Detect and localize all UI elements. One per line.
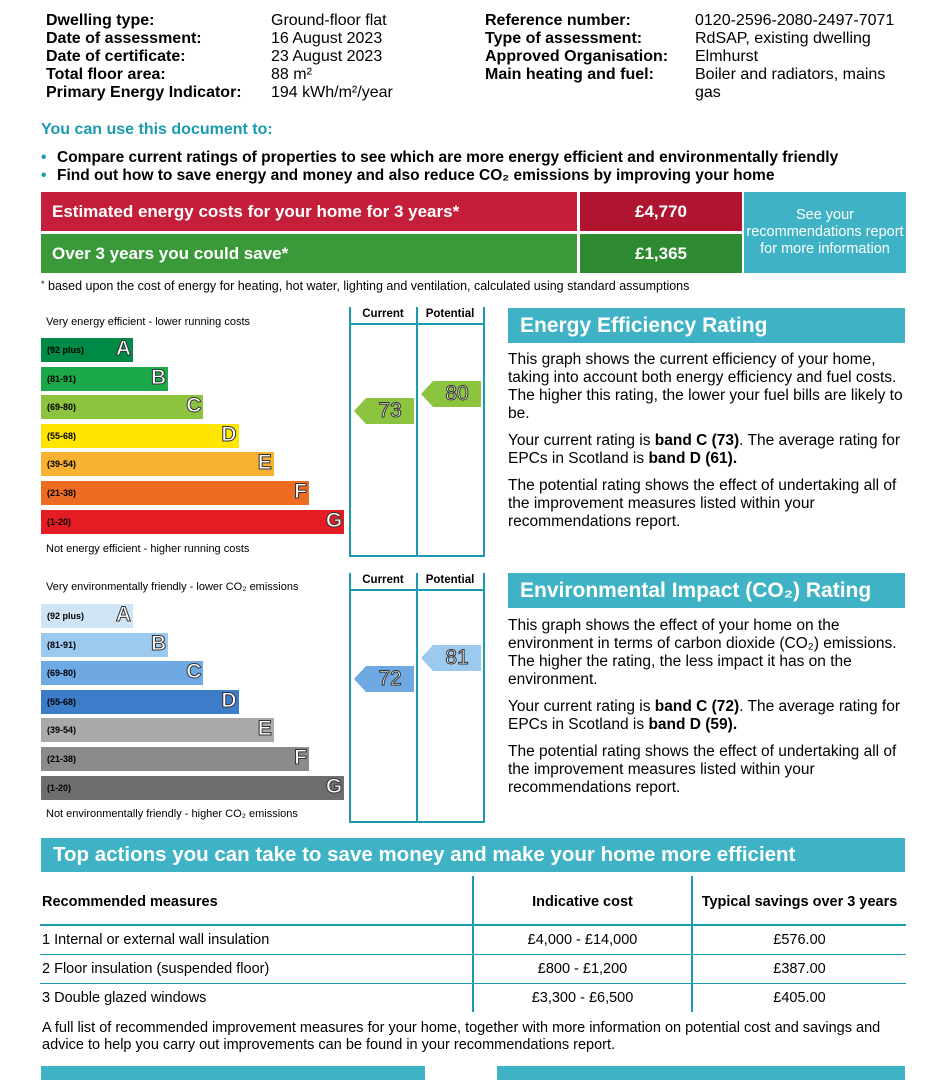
actions-note: A full list of recommended improvement measures for your home, together with more information on potential cost and savings and advice to help you carry out improvements can be found in your recommendations report. bbox=[42, 1020, 881, 1053]
dwelling-type-value: Ground-floor flat bbox=[271, 12, 387, 29]
footnote bbox=[41, 279, 689, 293]
band-f bbox=[41, 481, 309, 505]
floor-area-label: Total floor area: bbox=[46, 66, 166, 83]
estimated-costs-value: £4,770 bbox=[580, 192, 742, 231]
band-range: (92 plus) bbox=[47, 611, 85, 621]
actions-heading: Top actions you can take to save money and make your home more efficient bbox=[41, 838, 905, 872]
graph-divider bbox=[483, 573, 485, 823]
date-assessment-label: Date of assessment: bbox=[46, 30, 202, 47]
env-potential-arrow bbox=[421, 645, 481, 676]
heating-value: Boiler and radiators, mains gas bbox=[695, 66, 886, 101]
use-bullet-1 bbox=[41, 149, 838, 167]
use-bullet-2 bbox=[41, 167, 838, 185]
band-range: (1-20) bbox=[47, 782, 72, 793]
band-range: (92 plus) bbox=[47, 345, 85, 355]
band-letter: B bbox=[151, 365, 167, 389]
use-bullet-2-text: Find out how to save energy and money and also reduce CO₂ emissions by improving your home bbox=[57, 167, 775, 184]
env-para-1: This graph shows the effect of your home on the environment in terms of carbon dioxide (CO₂) emissions. The higher the rating, the less impact it has on the environment. bbox=[508, 617, 897, 688]
energy-top-caption: Very energy efficient - lower running costs bbox=[46, 316, 251, 328]
measure-savings: £405.00 bbox=[692, 984, 906, 1013]
energy-graph bbox=[41, 307, 484, 557]
energy-para-3: The potential rating shows the effect of undertaking all of the improvement measures listed within your recommendations report. bbox=[508, 477, 897, 530]
header-left-labels bbox=[46, 12, 242, 102]
measure-cost: £800 - £1,200 bbox=[473, 955, 692, 984]
savings-value: £1,365 bbox=[580, 234, 742, 273]
measure-savings: £387.00 bbox=[692, 955, 906, 984]
rating-arrow-value: 72 bbox=[378, 667, 402, 691]
band-range: (69-80) bbox=[47, 402, 77, 413]
band-letter: D bbox=[221, 688, 237, 712]
band-a bbox=[41, 338, 133, 362]
measures-header-row bbox=[40, 876, 906, 925]
heating-label: Main heating and fuel: bbox=[485, 66, 654, 83]
band-letter: E bbox=[257, 717, 272, 741]
col-measures: Recommended measures bbox=[40, 876, 473, 925]
assessment-type-value: RdSAP, existing dwelling bbox=[695, 30, 871, 47]
band-letter: D bbox=[221, 422, 237, 446]
band-a bbox=[41, 604, 133, 628]
graph-footer-rule bbox=[349, 821, 485, 823]
date-certificate-label: Date of certificate: bbox=[46, 48, 186, 65]
floor-area-value: 88 m² bbox=[271, 66, 312, 83]
band-range: (1-20) bbox=[47, 516, 72, 527]
band-d bbox=[41, 424, 239, 448]
energy-average-band: band D (61). bbox=[648, 450, 738, 467]
env-graph bbox=[41, 573, 484, 823]
bottom-right-panel bbox=[497, 1066, 905, 1080]
band-letter: A bbox=[115, 603, 131, 626]
band-b bbox=[41, 633, 168, 657]
rating-arrow-value: 73 bbox=[378, 398, 402, 422]
band-b bbox=[41, 367, 168, 391]
use-bullets bbox=[41, 149, 838, 185]
env-current-arrow bbox=[354, 666, 414, 697]
env-bottom-caption: Not environmentally friendly - higher CO₂ emissions bbox=[46, 808, 298, 820]
header-right-values bbox=[695, 12, 915, 102]
energy-bottom-caption: Not energy efficient - higher running costs bbox=[46, 543, 250, 555]
band-e bbox=[41, 718, 274, 742]
band-range: (55-68) bbox=[47, 696, 77, 707]
table-row bbox=[40, 955, 906, 984]
organisation-value: Elmhurst bbox=[695, 48, 759, 65]
table-row bbox=[40, 984, 906, 1013]
band-letter: F bbox=[294, 746, 307, 769]
band-letter: A bbox=[115, 337, 131, 360]
band-g bbox=[41, 510, 344, 534]
band-letter: E bbox=[257, 451, 272, 475]
band-range: (69-80) bbox=[47, 668, 77, 679]
band-range: (39-54) bbox=[47, 725, 77, 736]
graph-divider bbox=[416, 307, 418, 557]
table-row bbox=[40, 925, 906, 955]
band-e bbox=[41, 452, 274, 476]
rating-arrow-value: 80 bbox=[445, 382, 469, 406]
header-right-labels bbox=[485, 12, 668, 84]
pei-value: 194 kWh/m²/year bbox=[271, 84, 393, 101]
env-text bbox=[508, 617, 905, 806]
band-range: (55-68) bbox=[47, 430, 77, 441]
measure-name: 2 Floor insulation (suspended floor) bbox=[40, 955, 473, 984]
energy-text bbox=[508, 351, 905, 540]
energy-potential-arrow bbox=[421, 381, 481, 412]
current-header: Current bbox=[362, 308, 404, 320]
band-range: (81-91) bbox=[47, 639, 77, 650]
rating-arrow-value: 81 bbox=[445, 645, 469, 669]
env-average-band: band D (59). bbox=[648, 716, 738, 733]
band-d bbox=[41, 690, 239, 714]
date-assessment-value: 16 August 2023 bbox=[271, 30, 383, 47]
env-para-3: The potential rating shows the effect of undertaking all of the improvement measures listed within your recommendations report. bbox=[508, 743, 897, 796]
footnote-mark: * bbox=[41, 279, 45, 289]
env-top-caption: Very environmentally friendly - lower CO₂ emissions bbox=[46, 581, 299, 593]
energy-p2-c: . The average rating for EPCs in Scotland is bbox=[508, 432, 901, 467]
band-range: (21-38) bbox=[47, 754, 77, 764]
graph-divider bbox=[349, 573, 351, 823]
bottom-left-panel bbox=[41, 1066, 425, 1080]
bullet-dot: • bbox=[41, 149, 47, 166]
graph-header-rule bbox=[349, 589, 485, 591]
graph-divider bbox=[349, 307, 351, 557]
band-letter: C bbox=[186, 394, 202, 418]
band-letter: B bbox=[151, 631, 167, 655]
date-certificate-value: 23 August 2023 bbox=[271, 48, 383, 65]
use-title: You can use this document to: bbox=[41, 121, 273, 138]
energy-current-band: band C (73) bbox=[654, 432, 740, 449]
band-range: (81-91) bbox=[47, 373, 77, 384]
measure-name: 1 Internal or external wall insulation bbox=[40, 925, 473, 955]
band-range: (21-38) bbox=[47, 488, 77, 498]
graph-divider bbox=[483, 307, 485, 557]
measure-cost: £4,000 - £14,000 bbox=[473, 925, 692, 955]
band-letter: G bbox=[325, 508, 343, 532]
dwelling-type-label: Dwelling type: bbox=[46, 12, 155, 29]
graph-divider bbox=[416, 573, 418, 823]
header-left-values bbox=[271, 12, 393, 102]
potential-header: Potential bbox=[425, 308, 475, 320]
footnote-text: based upon the cost of energy for heating, hot water, lighting and ventilation, calculated using standard assumptions bbox=[48, 279, 690, 293]
measure-savings: £576.00 bbox=[692, 925, 906, 955]
graph-footer-rule bbox=[349, 555, 485, 557]
band-g bbox=[41, 776, 344, 800]
savings-label: Over 3 years you could save* bbox=[41, 234, 577, 273]
band-c bbox=[41, 395, 203, 419]
band-letter: G bbox=[325, 774, 343, 798]
potential-header: Potential bbox=[425, 574, 475, 586]
estimated-costs-label: Estimated energy costs for your home for 3 years* bbox=[41, 192, 577, 231]
env-p2-c: . The average rating for EPCs in Scotland is bbox=[508, 698, 901, 733]
env-current-band: band C (72) bbox=[654, 698, 740, 715]
energy-current-arrow bbox=[354, 398, 414, 429]
env-p2-a: Your current rating is bbox=[508, 698, 655, 715]
band-f bbox=[41, 747, 309, 771]
energy-para-1: This graph shows the current efficiency of your home, taking into account both energy efficiency and fuel costs. The higher this rating, the lower your fuel bills are likely to be. bbox=[508, 351, 903, 422]
energy-heading: Energy Efficiency Rating bbox=[508, 308, 905, 343]
band-c bbox=[41, 661, 203, 685]
measure-name: 3 Double glazed windows bbox=[42, 990, 207, 1006]
energy-p2-a: Your current rating is bbox=[508, 432, 655, 449]
col-cost: Indicative cost bbox=[473, 876, 692, 925]
band-letter: C bbox=[186, 660, 202, 684]
measure-cost: £3,300 - £6,500 bbox=[473, 984, 692, 1013]
col-savings: Typical savings over 3 years bbox=[692, 876, 906, 925]
assessment-type-label: Type of assessment: bbox=[485, 30, 643, 47]
env-heading: Environmental Impact (CO₂) Rating bbox=[508, 573, 905, 608]
measures-table bbox=[40, 876, 906, 1012]
pei-label: Primary Energy Indicator: bbox=[46, 84, 242, 101]
graph-header-rule bbox=[349, 323, 485, 325]
current-header: Current bbox=[362, 574, 404, 586]
use-bullet-1-text: Compare current ratings of properties to see which are more energy efficient and environmentally friendly bbox=[57, 149, 839, 166]
energy-para-2 bbox=[508, 432, 905, 468]
organisation-label: Approved Organisation: bbox=[485, 48, 669, 65]
band-range: (39-54) bbox=[47, 459, 77, 470]
reference-value: 0120-2596-2080-2497-7071 bbox=[695, 12, 895, 29]
bullet-dot: • bbox=[41, 167, 47, 184]
reference-label: Reference number: bbox=[485, 12, 631, 29]
see-recommendations-box[interactable]: See your recommendations report for more information bbox=[744, 192, 906, 273]
env-para-2 bbox=[508, 698, 905, 734]
band-letter: F bbox=[294, 480, 307, 503]
